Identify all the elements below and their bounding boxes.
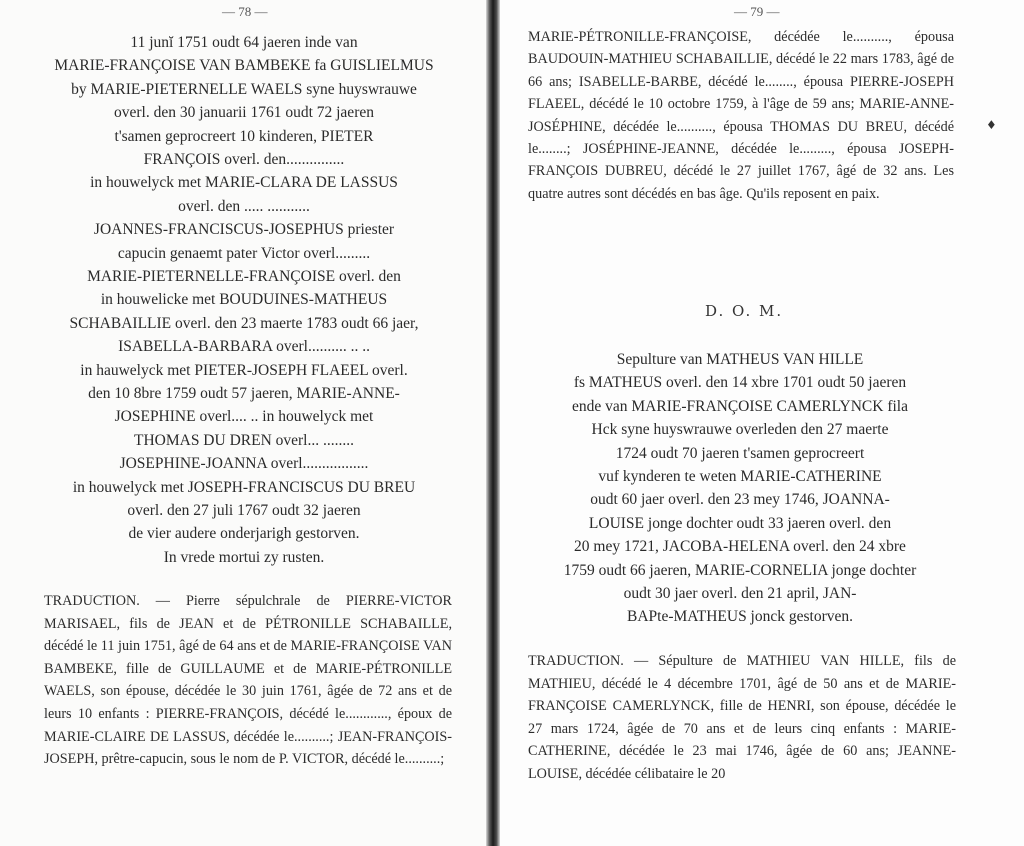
epitaph-line: ende van MARIE-FRANÇOISE CAMERLYNCK fila (572, 397, 908, 415)
epitaph-line: fs MATHEUS overl. den 14 xbre 1701 oudt 50 jaeren (573, 374, 907, 392)
epitaph-line: 1724 oudt 70 jaeren t'samen geprocreert (615, 444, 865, 462)
translation-text: TRADUCTION. — Sépulture de MATHIEU VAN HILLE, fils de MATHIEU, décédé le 4 décembre 1701, âgé de 50 ans et de MARIE-FRANÇOISE CAMERLYNCK, fille de HENRI, son épouse, décédée le 27 mars 1724, âgée de 70 ans et de leurs cinq enfants : MARIE-CATHERINE, décédée le 23 mai 1746, âgée de 60 ans; JEANNE-LOUISE, décédée célibataire le 20 (528, 653, 956, 782)
epitaph-line: by MARIE-PIETERNELLE WAELS syne huyswrauwe (71, 80, 417, 98)
epitaph-line: oudt 30 jaer overl. den 21 april, JAN- (623, 585, 857, 602)
epitaph-line: in houwelyck met JOSEPH-FRANCISCUS DU BREU (72, 478, 416, 496)
page-number: — 79 — (734, 4, 780, 19)
epitaph-line: t'samen geprocreert 10 kinderen, PIETER (114, 127, 374, 145)
epitaph-line: MARIE-FRANÇOISE VAN BAMBEKE fa GUISLIELMUS (54, 57, 434, 75)
epitaph-line: 1759 oudt 66 jaeren, MARIE-CORNELIA jonge dochter (563, 561, 917, 579)
page-number: — 78 — (222, 4, 268, 19)
epitaph-line: THOMAS DU DREN overl... ........ (133, 431, 354, 449)
epitaph-line: SCHABAILLIE overl. den 23 maerte 1783 oudt 66 jaer, (69, 314, 419, 332)
epitaph-line: overl. den 30 januarii 1761 oudt 72 jaeren (114, 104, 374, 122)
epitaph-line: MARIE-PIETERNELLE-FRANÇOISE overl. den (87, 268, 401, 285)
epitaph-line: Hck syne huyswrauwe overleden den 27 maerte (591, 421, 889, 439)
epitaph-line: JOSEPHINE overl.... .. in houwelyck met (114, 408, 374, 426)
left-page (0, 0, 490, 846)
continuation-text: MARIE-PÉTRONILLE-FRANÇOISE, décédée le.........., épousa BAUDOUIN-MATHIEU SCHABAILLIE, décédé le 22 mars 1783, âgé de 66 ans; ISABELLE-BARBE, décédé le........, épousa PIERRE-JOSEPH FLAEEL, décédé le 10 octobre 1759, à l'âge de 59 ans; MARIE-ANNE-JOSÉPHINE, décédée le.........., épousa THOMAS DU BREU, décédé le........; JOSÉPHINE-JEANNE, décédée le........., épousa JOSEPH-FRANÇOIS DUBREU, décédé le 27 juillet 1767, âgé de 32 ans. Les quatre autres sont décédés en bas âge. Qu'ils reposent en paix. (528, 29, 954, 202)
epitaph-line: JOSEPHINE-JOANNA overl................. (119, 455, 369, 473)
translation-text: TRADUCTION. — Pierre sépulchrale de PIERRE-VICTOR MARISAEL, fils de JEAN et de PÉTRONILLE SCHABAILLE, décédé le 11 juin 1751, âgé de 64 ans et de MARIE-FRANÇOISE VAN BAMBEKE, fille de GUILLAUME et de MARIE-PÉTRONILLE WAELS, son épouse, décédée le 30 juin 1761, âgée de 72 ans et de leurs 10 enfants : PIERRE-FRANÇOIS, décédé le............, époux de MARIE-CLAIRE DE LASSUS, décédée le..........; JEAN-FRANÇOIS-JOSEPH, prêtre-capucin, sous le nom de P. VICTOR, décédé le..........; (44, 593, 452, 768)
epitaph-line: in houwelyck met MARIE-CLARA DE LASSUS (90, 174, 398, 192)
epitaph-line: 11 junĭ 1751 oudt 64 jaeren inde van (130, 34, 358, 51)
epitaph-line: de vier audere onderjarigh gestorven. (128, 525, 360, 543)
epitaph-line: LOUISE jonge dochter oudt 33 jaeren overl. den (588, 514, 892, 532)
epitaph-line: den 10 8bre 1759 oudt 57 jaeren, MARIE-ANNE- (88, 385, 400, 402)
epitaph-line: overl. den ..... ........... (178, 197, 310, 215)
translation-paragraph (528, 650, 956, 786)
epitaph-line: capucin genaemt pater Victor overl......... (117, 244, 371, 262)
epitaph-line: JOANNES-FRANCISCUS-JOSEPHUS priester (93, 221, 395, 239)
book-gutter (486, 0, 500, 846)
epitaph-line: BAPte-MATHEUS jonck gestorven. (626, 608, 854, 626)
epitaph-line: in hauwelyck met PIETER-JOSEPH FLAEEL overl. (80, 361, 408, 379)
epitaph-line: overl. den 27 juli 1767 oudt 32 jaeren (127, 502, 361, 519)
epitaph-line: vuf kynderen te weten MARIE-CATHERINE (598, 468, 882, 485)
translation-paragraph (44, 590, 452, 771)
epitaph-line: In vrede mortui zy rusten. (163, 548, 325, 566)
epitaph-line: 20 mey 1721, JACOBA-HELENA overl. den 24 xbre (574, 538, 906, 556)
epitaph-line: ISABELLA-BARBARA overl.......... .. .. (118, 338, 370, 356)
dom-heading: D. O. M. (705, 302, 784, 320)
epitaph-line: FRANÇOIS overl. den............... (143, 151, 345, 168)
continuation-paragraph (528, 26, 954, 205)
epitaph-line: oudt 60 jaer overl. den 23 mey 1746, JOANNA- (590, 491, 890, 509)
ink-speck-icon: ♦ (986, 118, 997, 132)
epitaph-line: Sepulture van MATHEUS VAN HILLE (616, 351, 864, 368)
epitaph-line: in houwelicke met BOUDUINES-MATHEUS (100, 291, 388, 309)
right-page (500, 0, 1024, 846)
